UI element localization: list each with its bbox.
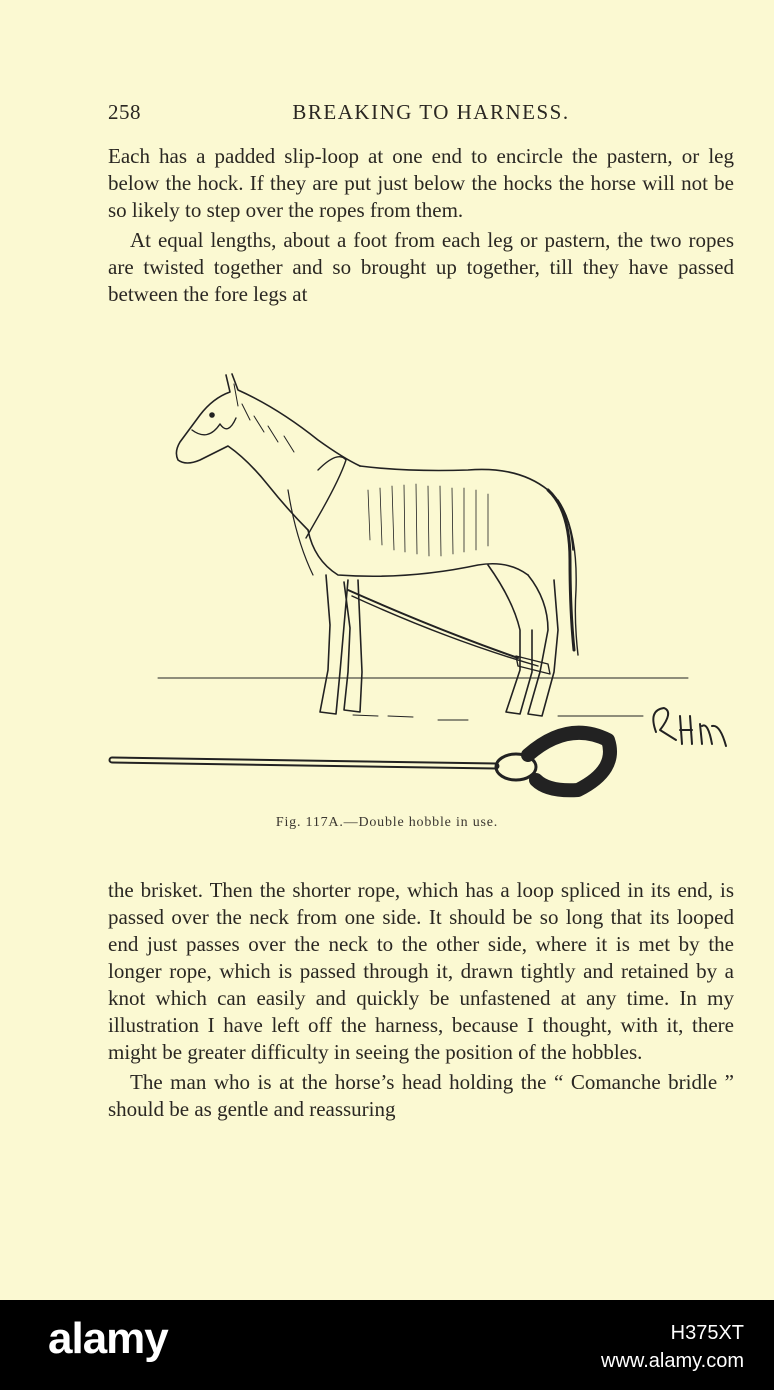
page-header — [108, 100, 734, 130]
running-title: BREAKING TO HARNESS. — [292, 100, 570, 124]
hobble-rope — [348, 590, 518, 658]
horse-illustration — [108, 360, 738, 800]
brand-logo: alamy — [48, 1314, 168, 1363]
horse-tail — [548, 490, 574, 650]
artist-signature — [653, 708, 726, 746]
watermark-bar — [0, 1300, 774, 1390]
site-url: www.alamy.com — [601, 1350, 744, 1372]
text-after-figure — [108, 877, 734, 1123]
paragraph-4: The man who is at the horse’s head holding the “ Comanche bridle ” should be as gentle and reassuring — [108, 1070, 734, 1121]
figure-illustration — [108, 360, 738, 800]
paragraph-2: At equal lengths, about a foot from each leg or pastern, the two ropes are twisted together and so brought up together, till they have passed between the fore legs at — [108, 228, 734, 306]
horse-fore-leg — [320, 575, 348, 714]
page-number: 258 — [108, 100, 141, 124]
horse-mane — [232, 374, 360, 466]
paragraph-1: Each has a padded slip-loop at one end to encircle the pastern, or leg below the hock. If they are put just below the hocks the horse will not be so likely to step over the ropes from them. — [108, 144, 734, 222]
image-id: H375XT — [670, 1322, 744, 1344]
text-before-figure — [108, 143, 734, 308]
horse-back — [360, 466, 573, 550]
horse-head-outline — [176, 375, 308, 530]
horse-hind-leg — [488, 565, 532, 714]
figure-caption: Fig. 117A.—Double hobble in use. — [275, 815, 499, 830]
paragraph-3: the brisket. Then the shorter rope, which has a loop spliced in its end, is passed over the neck from one side. It should be so long that its looped end just passes over the neck to the other side, where it is met by the longer rope, which is passed through it, drawn tightly and retained by a knot which can easily and quickly be unfastened at any time. In my illustration I have left off the harness, because I thought, with it, there might be greater difficulty in seeing the position of the hobbles. — [108, 878, 734, 1064]
padded-slip-loop — [528, 733, 610, 791]
horse-belly — [308, 530, 528, 576]
